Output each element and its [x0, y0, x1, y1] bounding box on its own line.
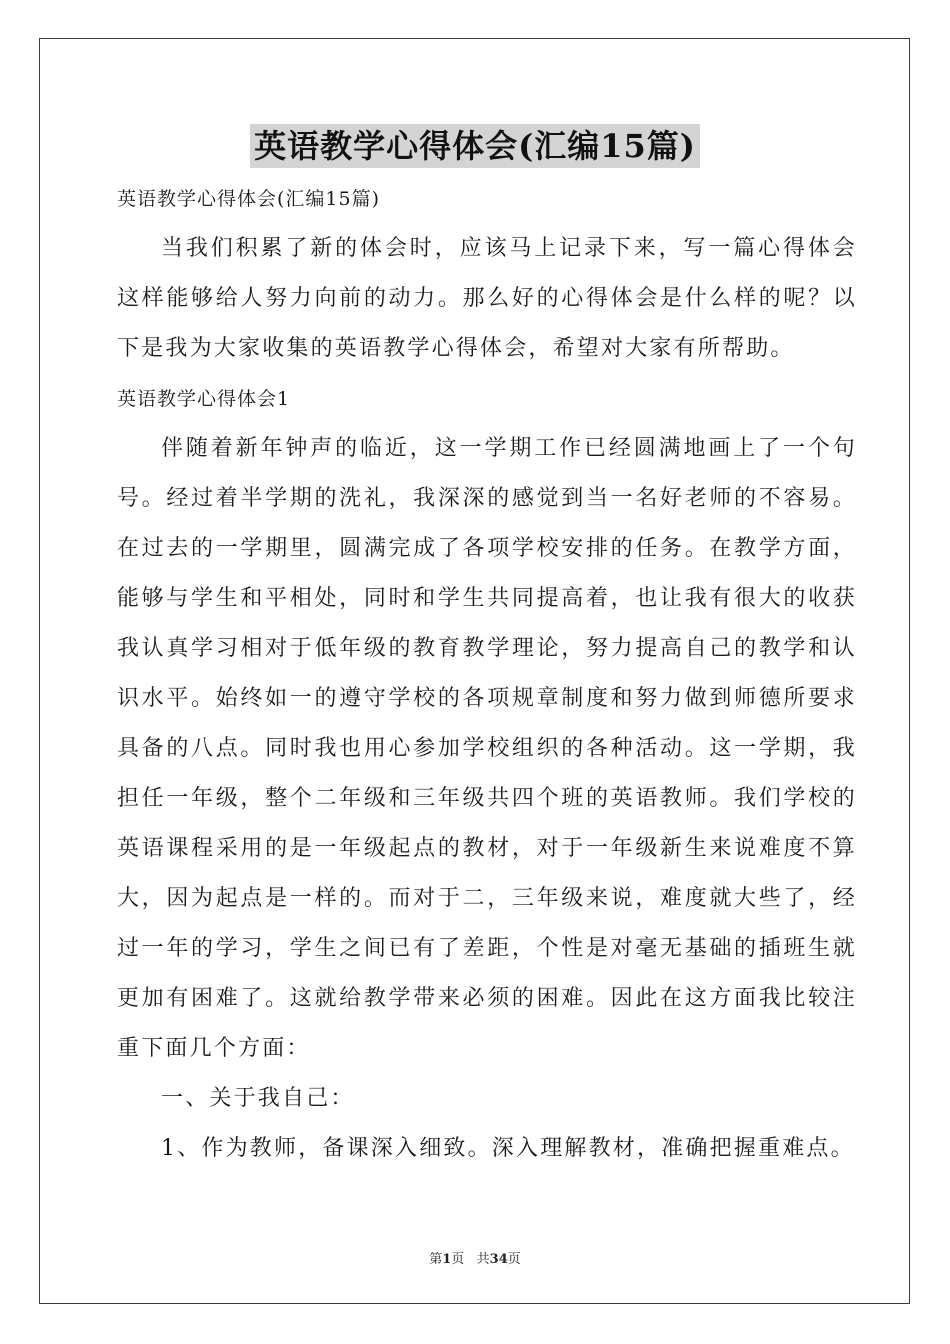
- intro-paragraph: 当我们积累了新的体会时，应该马上记录下来，写一篇心得体会这样能够给人努力向前的动力。那么好的心得体会是什么样的呢？以下是我为大家收集的英语教学心得体会，希望对大家有所帮助。: [117, 236, 857, 361]
- footer-page-current: 1: [442, 1252, 452, 1267]
- document-body: [117, 174, 857, 1174]
- body-paragraph: 伴随着新年钟声的临近，这一学期工作已经圆满地画上了一个句号。经过着半学期的洗礼，我深深的感觉到当一名好老师的不容易。在过去的一学期里，圆满完成了各项学校安排的任务。在教学方面，能够与学生和平相处，同时和学生共同提高着，也让我有很大的收获我认真学习相对于低年级的教育教学理论，努力提高自己的教学和认识水平。始终如一的遵守学校的各项规章制度和努力做到师德所要求具备的八点。同时我也用心参加学校组织的各种活动。这一学期，我担任一年级，整个二年级和三年级共四个班的英语教师。我们学校的英语课程采用的是一年级起点的教材，对于一年级新生来说难度不算大，因为起点是一样的。而对于二，三年级来说，难度就大些了，经过一年的学习，学生之间已有了差距，个性是对毫无基础的插班生就更加有困难了。这就给教学带来必须的困难。因此在这方面我比较注重下面几个方面：: [117, 436, 857, 1061]
- page-footer: [0, 1248, 950, 1267]
- footer-page-total: 34: [489, 1252, 508, 1267]
- footer-page-suffix: 页: [507, 1252, 521, 1267]
- document-subtitle: 英语教学心得体会(汇编15篇): [117, 188, 381, 210]
- section-heading: 英语教学心得体会1: [117, 388, 291, 410]
- point-heading: 一、关于我自己：: [161, 1086, 355, 1111]
- footer-page-mid: 页 共: [451, 1252, 490, 1267]
- title-container: [0, 124, 950, 168]
- document-title: 英语教学心得体会(汇编15篇): [250, 124, 700, 168]
- point-1: 1、作为教师，备课深入细致。深入理解教材，准确把握重难点。: [161, 1136, 855, 1161]
- footer-page-prefix: 第: [429, 1252, 443, 1267]
